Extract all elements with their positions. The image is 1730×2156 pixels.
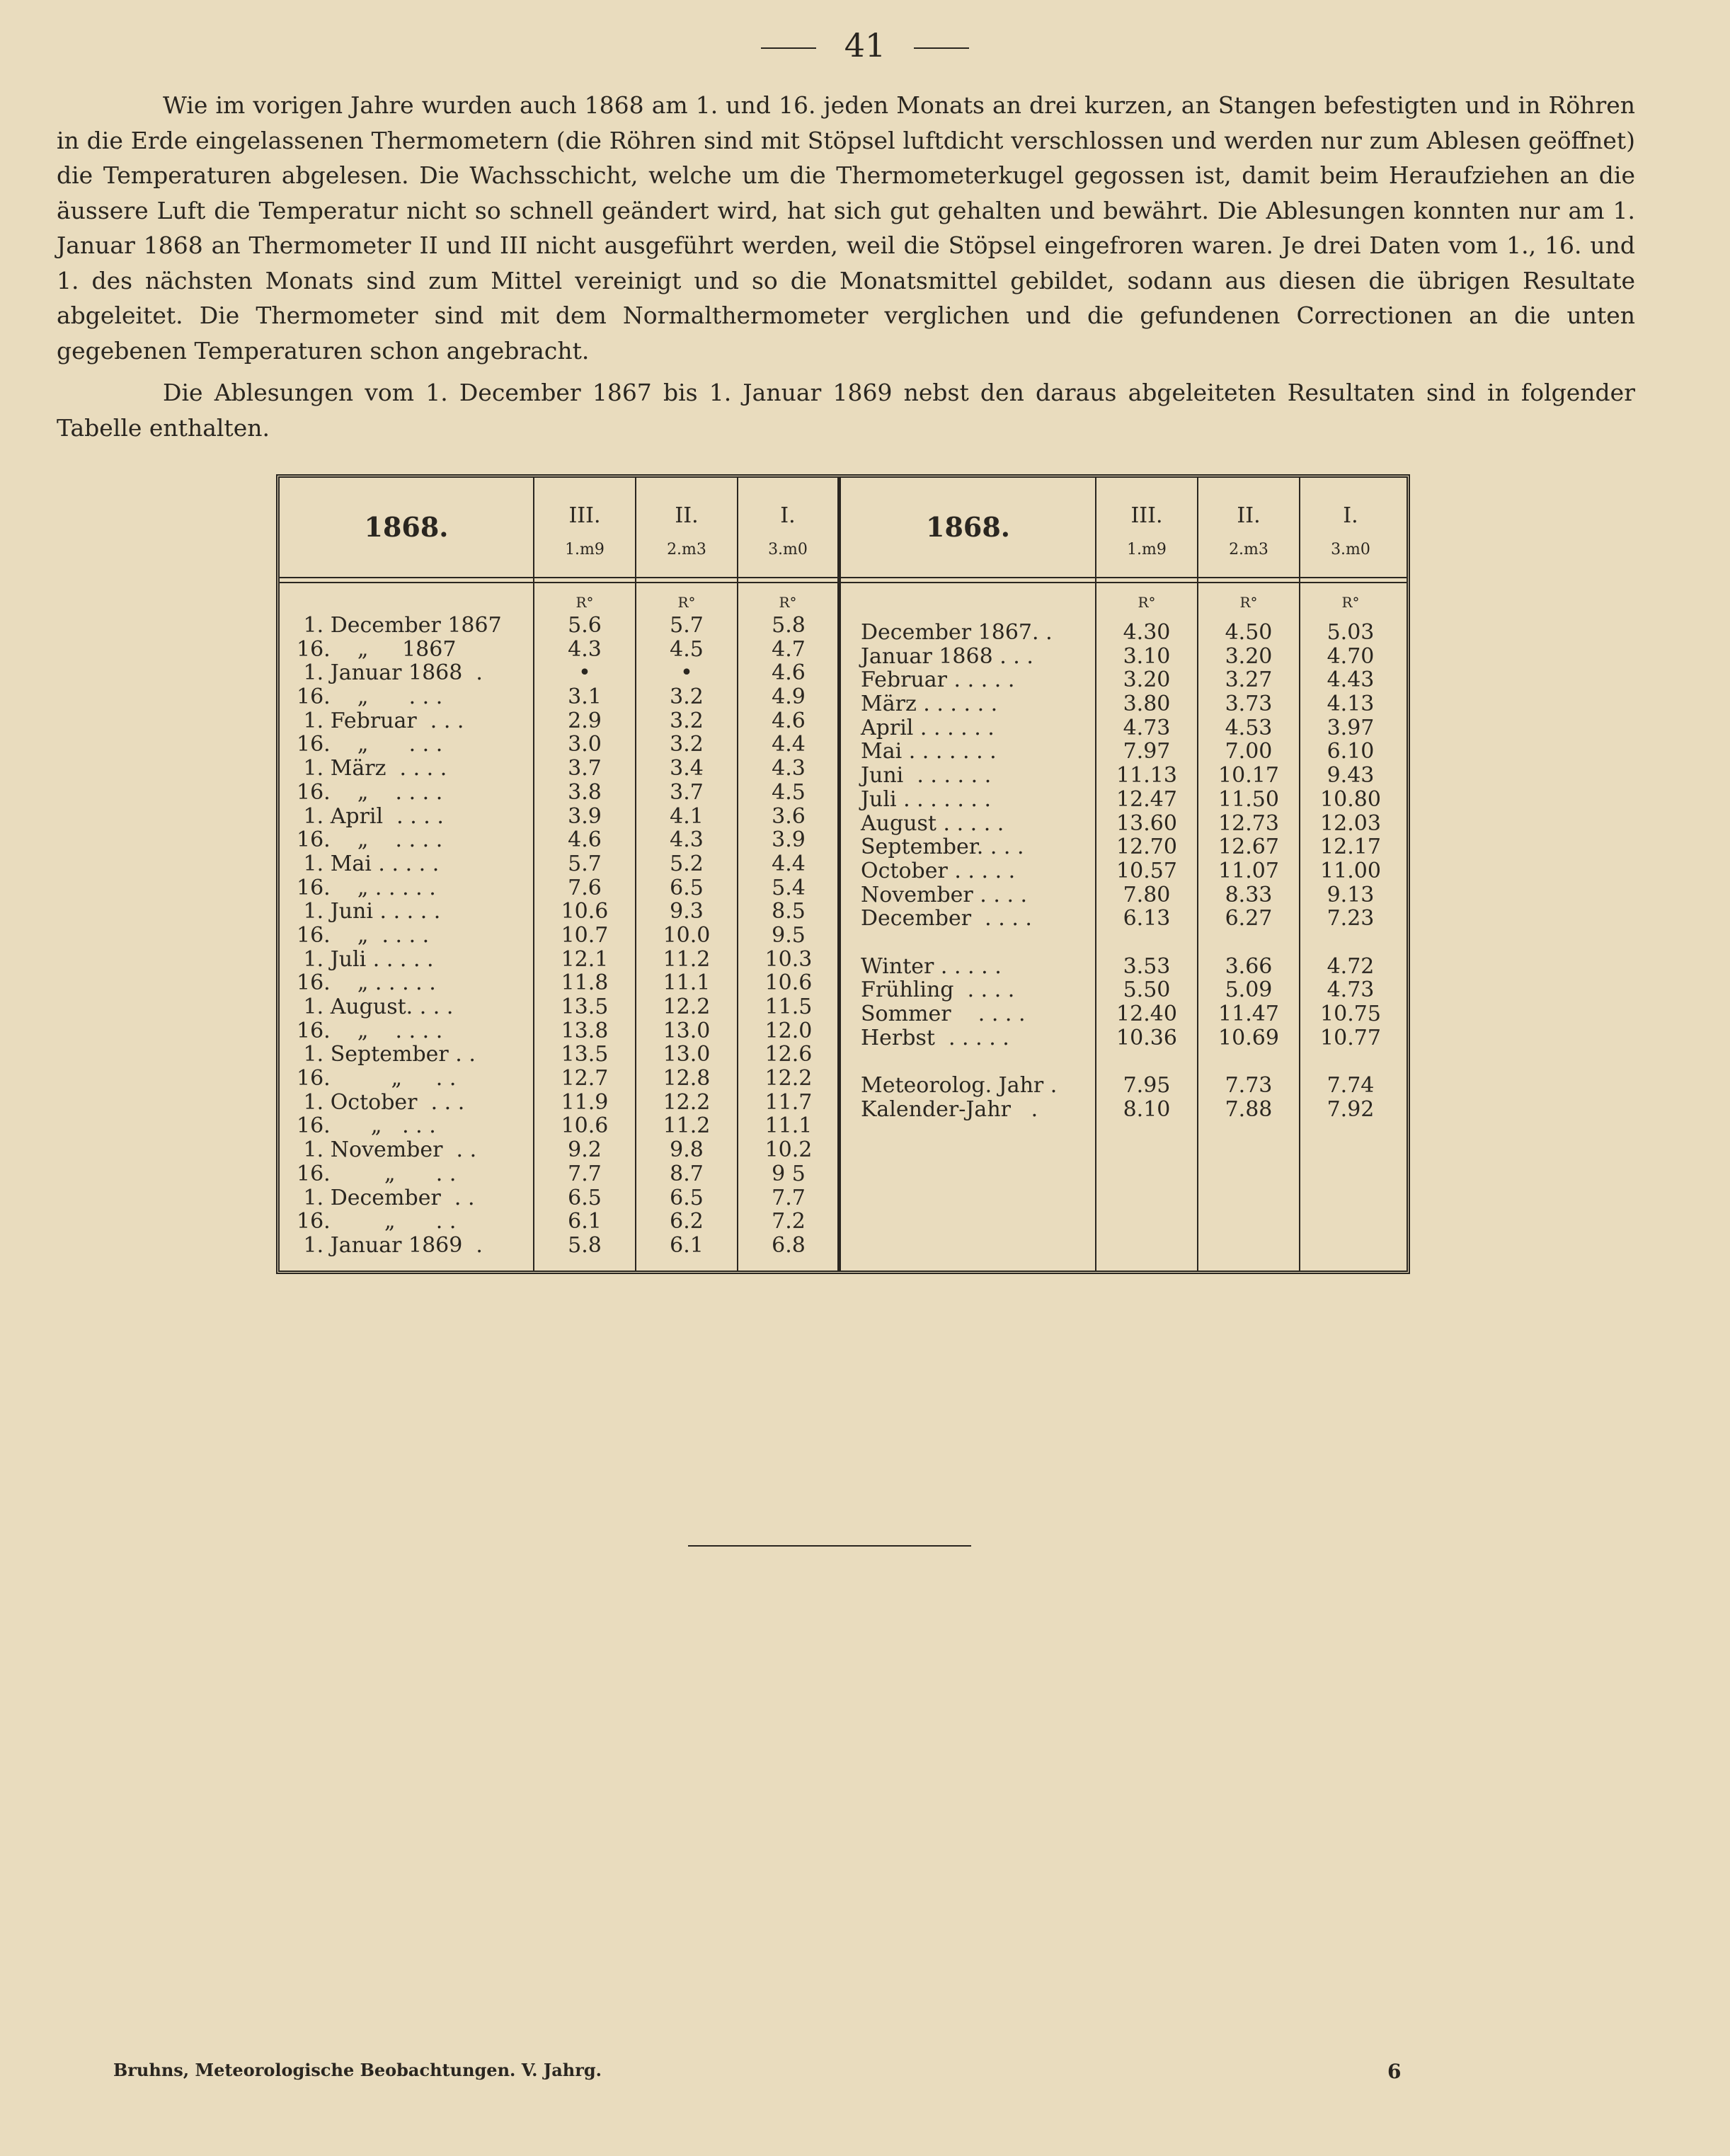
row-label: December 1867. . bbox=[861, 620, 1053, 645]
table-row bbox=[841, 621, 1400, 645]
cell-thermometer-iii: 10.7 bbox=[561, 922, 609, 948]
unit-label: R° bbox=[575, 594, 594, 611]
row-label: 16. „ . . . . . bbox=[297, 875, 436, 900]
table-row bbox=[280, 638, 837, 662]
cell-thermometer-iii: 4.6 bbox=[568, 827, 602, 853]
left-header-col-ii bbox=[636, 478, 737, 577]
cell-thermometer-i: 7.74 bbox=[1327, 1073, 1375, 1099]
cell-thermometer-iii: 13.60 bbox=[1116, 810, 1177, 836]
unit-label: R° bbox=[779, 594, 797, 611]
row-label: 1. Juli . . . . . bbox=[297, 946, 434, 972]
table-row bbox=[280, 1162, 837, 1186]
cell-thermometer-i: 7.92 bbox=[1327, 1096, 1375, 1122]
row-label: August . . . . . bbox=[861, 810, 1004, 836]
row-label: 16. „ . . bbox=[297, 1066, 457, 1091]
cell-thermometer-i: 4.6 bbox=[772, 708, 806, 733]
cell-thermometer-ii: 12.73 bbox=[1218, 810, 1279, 836]
row-label: 1. September . . bbox=[297, 1042, 476, 1067]
table-row bbox=[841, 764, 1400, 788]
cell-thermometer-iii: 11.8 bbox=[561, 970, 609, 996]
table-row bbox=[841, 883, 1400, 907]
row-spacer bbox=[841, 931, 1400, 955]
table-row bbox=[280, 924, 837, 948]
cell-thermometer-i: 12.6 bbox=[764, 1042, 813, 1067]
cell-thermometer-iii: 12.7 bbox=[561, 1066, 609, 1091]
row-label: 16. „ . . . bbox=[297, 732, 443, 757]
right-header-year: 1868. bbox=[926, 511, 1010, 543]
table-row bbox=[841, 907, 1400, 931]
cell-thermometer-iii: 13.5 bbox=[561, 1042, 609, 1067]
row-label: 16. „ . . bbox=[297, 1161, 457, 1186]
row-label: 16. „ 1867 bbox=[297, 636, 457, 662]
cell-thermometer-ii: 4.1 bbox=[670, 803, 704, 829]
cell-thermometer-ii: 6.5 bbox=[670, 1185, 704, 1210]
cell-thermometer-i: 9.13 bbox=[1327, 882, 1375, 907]
cell-thermometer-i: 9.5 bbox=[772, 922, 806, 948]
header-roman: II. bbox=[675, 503, 699, 528]
table-row bbox=[841, 788, 1400, 812]
row-label: 1. November . . bbox=[297, 1137, 477, 1163]
cell-thermometer-ii: 4.50 bbox=[1225, 620, 1273, 645]
page-number-dash-right bbox=[914, 47, 969, 49]
header-roman: I. bbox=[1343, 503, 1358, 528]
table-row bbox=[280, 876, 837, 900]
cell-thermometer-ii: 6.27 bbox=[1225, 906, 1273, 931]
row-label: 16. „ . . . . bbox=[297, 1018, 443, 1043]
cell-thermometer-iii: 4.3 bbox=[568, 636, 602, 662]
cell-thermometer-i: 4.5 bbox=[772, 779, 806, 805]
cell-thermometer-iii: 6.13 bbox=[1123, 906, 1171, 931]
cell-thermometer-ii: 3.4 bbox=[670, 756, 704, 781]
cell-thermometer-iii: 9.2 bbox=[568, 1137, 602, 1163]
cell-thermometer-iii: 2.9 bbox=[568, 708, 602, 733]
table-row bbox=[280, 1138, 837, 1162]
cell-thermometer-iii: 3.20 bbox=[1123, 667, 1171, 693]
cell-thermometer-iii: 3.1 bbox=[568, 684, 602, 710]
table-row bbox=[280, 614, 837, 638]
cell-thermometer-iii: 10.36 bbox=[1116, 1025, 1177, 1050]
table-header-rule bbox=[280, 577, 1407, 583]
temperature-table bbox=[276, 474, 1410, 1274]
cell-thermometer-iii: 5.50 bbox=[1123, 977, 1171, 1003]
cell-thermometer-ii: 11.50 bbox=[1218, 786, 1279, 812]
cell-thermometer-ii: 13.0 bbox=[663, 1042, 711, 1067]
row-label: Juni . . . . . . bbox=[861, 763, 992, 789]
cell-thermometer-iii: 10.57 bbox=[1116, 858, 1177, 883]
unit-label: R° bbox=[677, 594, 696, 611]
cell-thermometer-iii: 8.10 bbox=[1123, 1096, 1171, 1122]
row-label: 1. Februar . . . bbox=[297, 708, 464, 733]
cell-thermometer-iii: 12.70 bbox=[1116, 835, 1177, 860]
table-row bbox=[280, 1043, 837, 1067]
paragraph-intro: Wie im vorigen Jahre wurden auch 1868 am 1. und 16. jeden Monats an drei kurzen, an Stangen befestigten und in Röhren in die Erde eingelassenen Thermometern (die Röhren sind mit Stöpsel luftdicht verschlossen und werden nur zum Ablesen geöffnet) die Temperaturen abgelesen. Die Wachsschicht, welche um die Thermometerkugel gegossen ist, damit beim Heraufziehen an die äussere Luft die Temperatur nicht so schnell geändert wird, hat sich gut gehalten und bewährt. Die Ablesungen konnten nur am 1. Januar 1868 an Thermometer II und III nicht ausgeführt werden, weil die Stöpsel eingefroren waren. Je drei Daten vom 1., 16. und 1. des nächsten Monats sind zum Mittel vereinigt und so die Monatsmittel gebildet, sodann aus diesen die übrigen Resultate abgeleitet. Die Thermometer sind mit dem Normalthermometer verglichen und die gefundenen Correctionen an die unten gegebenen Temperaturen schon angebracht. bbox=[57, 91, 1635, 365]
cell-thermometer-i: 4.9 bbox=[772, 684, 806, 710]
cell-thermometer-ii: 3.66 bbox=[1225, 953, 1273, 979]
cell-thermometer-iii: 7.80 bbox=[1123, 882, 1171, 907]
table-row bbox=[280, 1210, 837, 1234]
cell-thermometer-ii: 5.09 bbox=[1225, 977, 1273, 1003]
cell-thermometer-i: 4.6 bbox=[772, 660, 806, 686]
cell-thermometer-ii: 9.3 bbox=[670, 899, 704, 924]
table-row bbox=[841, 1026, 1400, 1050]
cell-thermometer-ii: 3.20 bbox=[1225, 643, 1273, 669]
cell-thermometer-ii: 12.2 bbox=[663, 994, 711, 1019]
cell-thermometer-iii: 3.7 bbox=[568, 756, 602, 781]
table-row bbox=[280, 757, 837, 781]
row-label: Herbst . . . . . bbox=[861, 1025, 1009, 1050]
header-depth: 3.m0 bbox=[1331, 541, 1370, 558]
table-row bbox=[841, 978, 1400, 1002]
row-label: 1. April . . . . bbox=[297, 803, 444, 829]
cell-thermometer-iii: 12.40 bbox=[1116, 1002, 1177, 1026]
cell-thermometer-ii: 8.7 bbox=[670, 1161, 704, 1186]
row-label: 16. „ . . . bbox=[297, 1113, 436, 1139]
cell-thermometer-i: 11.00 bbox=[1320, 858, 1381, 883]
cell-thermometer-i: 3.97 bbox=[1327, 715, 1375, 740]
row-label: 1. Januar 1868 . bbox=[297, 660, 483, 686]
cell-thermometer-i: 4.72 bbox=[1327, 953, 1375, 979]
row-label: Juli . . . . . . . bbox=[861, 786, 992, 812]
table-row bbox=[841, 645, 1400, 669]
row-label: 1. Juni . . . . . bbox=[297, 899, 441, 924]
table-row bbox=[280, 733, 837, 757]
table-row bbox=[841, 812, 1400, 836]
row-label: 16. „ . . . . bbox=[297, 779, 443, 805]
cell-thermometer-iii: 7.7 bbox=[568, 1161, 602, 1186]
header-roman: I. bbox=[780, 503, 796, 528]
cell-thermometer-ii: 3.2 bbox=[670, 732, 704, 757]
cell-thermometer-iii: 10.6 bbox=[561, 899, 609, 924]
row-label: 16. „ . . . . bbox=[297, 922, 430, 948]
table-row bbox=[841, 692, 1400, 716]
table-row bbox=[841, 668, 1400, 692]
table-row bbox=[841, 1098, 1400, 1122]
right-header-col-ii bbox=[1198, 478, 1299, 577]
cell-thermometer-ii: 7.88 bbox=[1225, 1096, 1273, 1122]
cell-thermometer-iii: 10.6 bbox=[561, 1113, 609, 1139]
cell-thermometer-i: 5.03 bbox=[1327, 620, 1375, 645]
unit-label: R° bbox=[1138, 594, 1156, 611]
footer-source: Bruhns, Meteorologische Beobachtungen. V. Jahrg. bbox=[113, 2060, 602, 2080]
cell-thermometer-i: 3.9 bbox=[772, 827, 806, 853]
cell-thermometer-ii: 4.5 bbox=[670, 636, 704, 662]
cell-thermometer-i: 10.3 bbox=[764, 946, 813, 972]
cell-thermometer-i: 11.7 bbox=[764, 1089, 813, 1115]
table-row bbox=[280, 1019, 837, 1043]
table-row bbox=[280, 805, 837, 829]
cell-thermometer-iii: 13.5 bbox=[561, 994, 609, 1019]
cell-thermometer-i: 3.6 bbox=[772, 803, 806, 829]
cell-thermometer-iii: • bbox=[578, 660, 591, 686]
cell-thermometer-ii: 6.2 bbox=[670, 1209, 704, 1234]
cell-thermometer-i: 4.7 bbox=[772, 636, 806, 662]
header-depth: 3.m0 bbox=[768, 541, 808, 558]
row-label: 1. October . . . bbox=[297, 1089, 465, 1115]
cell-thermometer-ii: 11.2 bbox=[663, 1113, 711, 1139]
cell-thermometer-iii: 4.73 bbox=[1123, 715, 1171, 740]
header-depth: 1.m9 bbox=[1127, 541, 1167, 558]
table-row bbox=[280, 995, 837, 1019]
cell-thermometer-ii: 11.2 bbox=[663, 946, 711, 972]
row-label: December . . . . bbox=[861, 906, 1032, 931]
header-roman: II. bbox=[1237, 503, 1261, 528]
row-label: 1. Januar 1869 . bbox=[297, 1232, 483, 1258]
table-row bbox=[280, 685, 837, 709]
cell-thermometer-ii: 12.2 bbox=[663, 1089, 711, 1115]
cell-thermometer-iii: 12.47 bbox=[1116, 786, 1177, 812]
row-label: 16. „ . . bbox=[297, 1209, 457, 1234]
paragraph-table-intro: Die Ablesungen vom 1. December 1867 bis 1. Januar 1869 nebst den daraus abgeleiteten Resultaten sind in folgender Tabelle enthalten. bbox=[57, 379, 1635, 442]
cell-thermometer-i: 10.80 bbox=[1320, 786, 1381, 812]
table-row bbox=[280, 709, 837, 733]
cell-thermometer-i: 4.4 bbox=[772, 851, 806, 876]
cell-thermometer-iii: 3.80 bbox=[1123, 692, 1171, 717]
cell-thermometer-i: 7.7 bbox=[772, 1185, 806, 1210]
row-label: 1. December . . bbox=[297, 1185, 475, 1210]
cell-thermometer-iii: 13.8 bbox=[561, 1018, 609, 1043]
cell-thermometer-iii: 3.0 bbox=[568, 732, 602, 757]
cell-thermometer-i: 6.8 bbox=[772, 1232, 806, 1258]
row-label: November . . . . bbox=[861, 882, 1028, 907]
cell-thermometer-ii: 6.5 bbox=[670, 875, 704, 900]
cell-thermometer-i: 9 5 bbox=[772, 1161, 806, 1186]
cell-thermometer-ii: 3.73 bbox=[1225, 692, 1273, 717]
cell-thermometer-iii: 3.10 bbox=[1123, 643, 1171, 669]
row-label: October . . . . . bbox=[861, 858, 1016, 883]
cell-thermometer-ii: 12.8 bbox=[663, 1066, 711, 1091]
table-row bbox=[280, 1091, 837, 1115]
cell-thermometer-i: 10.75 bbox=[1320, 1002, 1381, 1026]
cell-thermometer-iii: 11.13 bbox=[1116, 763, 1177, 789]
row-spacer bbox=[841, 1050, 1400, 1074]
cell-thermometer-ii: 8.33 bbox=[1225, 882, 1273, 907]
table-row bbox=[280, 1186, 837, 1210]
cell-thermometer-i: 11.1 bbox=[764, 1113, 813, 1139]
cell-thermometer-iii: 3.53 bbox=[1123, 953, 1171, 979]
header-roman: III. bbox=[568, 503, 601, 528]
page-number-text: 41 bbox=[844, 26, 886, 64]
cell-thermometer-ii: 7.00 bbox=[1225, 739, 1273, 764]
cell-thermometer-i: 4.43 bbox=[1327, 667, 1375, 693]
cell-thermometer-ii: 6.1 bbox=[670, 1232, 704, 1258]
cell-thermometer-iii: 3.8 bbox=[568, 779, 602, 805]
cell-thermometer-i: 4.13 bbox=[1327, 692, 1375, 717]
cell-thermometer-ii: 5.7 bbox=[670, 613, 704, 638]
cell-thermometer-iii: 7.95 bbox=[1123, 1073, 1171, 1099]
row-label: September. . . . bbox=[861, 835, 1024, 860]
cell-thermometer-iii: 5.7 bbox=[568, 851, 602, 876]
cell-thermometer-iii: 7.6 bbox=[568, 875, 602, 900]
row-label: Februar . . . . . bbox=[861, 667, 1015, 693]
right-table-body bbox=[841, 621, 1400, 1121]
table-row bbox=[841, 955, 1400, 979]
unit-label: R° bbox=[1341, 594, 1360, 611]
cell-thermometer-ii: 5.2 bbox=[670, 851, 704, 876]
cell-thermometer-ii: 3.7 bbox=[670, 779, 704, 805]
table-row bbox=[841, 716, 1400, 740]
table-row bbox=[841, 859, 1400, 883]
row-label: Meteorolog. Jahr . bbox=[861, 1073, 1058, 1099]
cell-thermometer-iii: 4.30 bbox=[1123, 620, 1171, 645]
cell-thermometer-i: 6.10 bbox=[1327, 739, 1375, 764]
cell-thermometer-ii: • bbox=[680, 660, 693, 686]
table-row bbox=[280, 971, 837, 995]
table-row bbox=[280, 1234, 837, 1258]
row-label: März . . . . . . bbox=[861, 692, 998, 717]
row-label: 1. März . . . . bbox=[297, 756, 447, 781]
footer-sheet-number: 6 bbox=[1387, 2060, 1402, 2083]
table-row bbox=[280, 852, 837, 876]
cell-thermometer-ii: 3.2 bbox=[670, 684, 704, 710]
row-label: Januar 1868 . . . bbox=[861, 643, 1033, 669]
table-row bbox=[280, 948, 837, 972]
table-row bbox=[280, 781, 837, 805]
cell-thermometer-iii: 6.1 bbox=[568, 1209, 602, 1234]
row-label: 1. December 1867 bbox=[297, 613, 502, 638]
table-row bbox=[841, 1074, 1400, 1098]
cell-thermometer-i: 12.17 bbox=[1320, 835, 1381, 860]
row-label: 1. August. . . . bbox=[297, 994, 454, 1019]
row-label: 1. Mai . . . . . bbox=[297, 851, 440, 876]
row-label: April . . . . . . bbox=[861, 715, 995, 740]
cell-thermometer-ii: 7.73 bbox=[1225, 1073, 1273, 1099]
cell-thermometer-ii: 13.0 bbox=[663, 1018, 711, 1043]
cell-thermometer-ii: 9.8 bbox=[670, 1137, 704, 1163]
table-row bbox=[280, 1067, 837, 1091]
left-table-body bbox=[280, 614, 837, 1258]
cell-thermometer-i: 5.4 bbox=[772, 875, 806, 900]
table-row bbox=[841, 740, 1400, 764]
cell-thermometer-i: 7.2 bbox=[772, 1209, 806, 1234]
cell-thermometer-ii: 10.69 bbox=[1218, 1025, 1279, 1050]
cell-thermometer-i: 10.6 bbox=[764, 970, 813, 996]
cell-thermometer-i: 10.77 bbox=[1320, 1025, 1381, 1050]
row-label: Sommer . . . . bbox=[861, 1002, 1026, 1026]
cell-thermometer-ii: 11.07 bbox=[1218, 858, 1279, 883]
cell-thermometer-i: 10.2 bbox=[764, 1137, 813, 1163]
cell-thermometer-iii: 6.5 bbox=[568, 1185, 602, 1210]
cell-thermometer-iii: 5.6 bbox=[568, 613, 602, 638]
cell-thermometer-ii: 10.0 bbox=[663, 922, 711, 948]
cell-thermometer-ii: 11.47 bbox=[1218, 1002, 1279, 1026]
row-label: Mai . . . . . . . bbox=[861, 739, 997, 764]
cell-thermometer-i: 7.23 bbox=[1327, 906, 1375, 931]
left-header-col-i bbox=[738, 478, 837, 577]
cell-thermometer-i: 12.03 bbox=[1320, 810, 1381, 836]
cell-thermometer-iii: 7.97 bbox=[1123, 739, 1171, 764]
table-row bbox=[841, 835, 1400, 859]
row-label: 16. „ . . . . . bbox=[297, 970, 436, 996]
header-depth: 1.m9 bbox=[565, 541, 605, 558]
right-header-col-i bbox=[1300, 478, 1401, 577]
cell-thermometer-i: 5.8 bbox=[772, 613, 806, 638]
cell-thermometer-ii: 3.27 bbox=[1225, 667, 1273, 693]
header-roman: III. bbox=[1130, 503, 1163, 528]
cell-thermometer-i: 11.5 bbox=[764, 994, 813, 1019]
table-row bbox=[280, 1114, 837, 1138]
row-label: Frühling . . . . bbox=[861, 977, 1015, 1003]
table-row bbox=[841, 1002, 1400, 1026]
header-depth: 2.m3 bbox=[1229, 541, 1268, 558]
cell-thermometer-i: 4.73 bbox=[1327, 977, 1375, 1003]
cell-thermometer-i: 4.4 bbox=[772, 732, 806, 757]
cell-thermometer-ii: 12.67 bbox=[1218, 835, 1279, 860]
cell-thermometer-iii: 5.8 bbox=[568, 1232, 602, 1258]
cell-thermometer-i: 4.3 bbox=[772, 756, 806, 781]
cell-thermometer-i: 12.0 bbox=[764, 1018, 813, 1043]
cell-thermometer-iii: 3.9 bbox=[568, 803, 602, 829]
cell-thermometer-ii: 4.3 bbox=[670, 827, 704, 853]
left-header-col-iii bbox=[534, 478, 635, 577]
cell-thermometer-iii: 12.1 bbox=[561, 946, 609, 972]
table-row bbox=[280, 661, 837, 685]
page-number-dash-left bbox=[761, 47, 816, 49]
unit-label: R° bbox=[1239, 594, 1258, 611]
cell-thermometer-i: 12.2 bbox=[764, 1066, 813, 1091]
table-row bbox=[280, 900, 837, 924]
cell-thermometer-ii: 10.17 bbox=[1218, 763, 1279, 789]
cell-thermometer-i: 4.70 bbox=[1327, 643, 1375, 669]
row-label: Winter . . . . . bbox=[861, 953, 1002, 979]
footer-rule bbox=[688, 1545, 971, 1547]
page-number bbox=[0, 25, 1730, 65]
left-header-year: 1868. bbox=[364, 511, 449, 543]
cell-thermometer-iii: 11.9 bbox=[561, 1089, 609, 1115]
cell-thermometer-ii: 4.53 bbox=[1225, 715, 1273, 740]
cell-thermometer-ii: 3.2 bbox=[670, 708, 704, 733]
cell-thermometer-i: 8.5 bbox=[772, 899, 806, 924]
table-row bbox=[280, 828, 837, 852]
cell-thermometer-ii: 11.1 bbox=[663, 970, 711, 996]
cell-thermometer-i: 9.43 bbox=[1327, 763, 1375, 789]
row-label: 16. „ . . . . bbox=[297, 827, 443, 853]
header-depth: 2.m3 bbox=[667, 541, 706, 558]
row-label: 16. „ . . . bbox=[297, 684, 443, 710]
row-label: Kalender-Jahr . bbox=[861, 1096, 1038, 1122]
right-header-col-iii bbox=[1096, 478, 1197, 577]
